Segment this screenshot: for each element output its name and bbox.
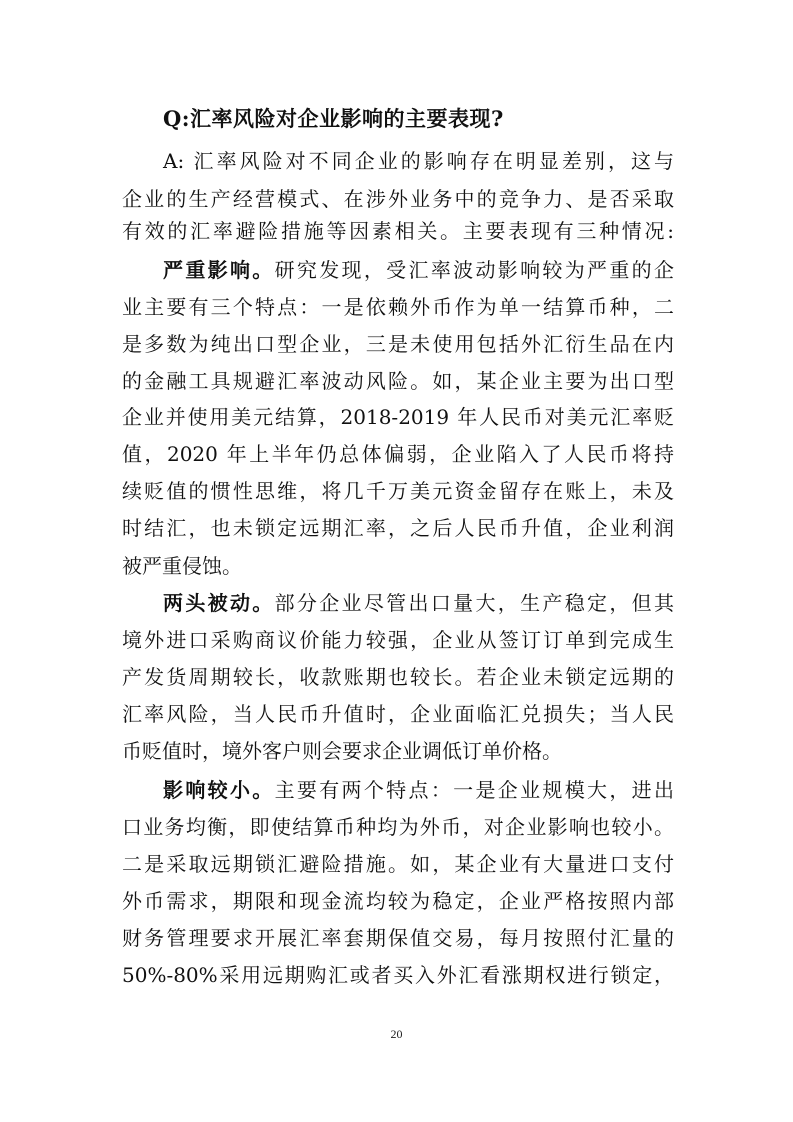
- question-heading: Q:汇率风险对企业影响的主要表现?: [163, 106, 504, 131]
- answer-line: A: 汇率风险对不同企业的影响存在明显差别，这与: [163, 149, 674, 173]
- paragraph-line: 的金融工具规避汇率波动风险。如，某企业主要为出口型: [122, 369, 674, 393]
- page-number: 20: [390, 1027, 403, 1041]
- paragraph-line: 时结汇，也未锁定远期汇率，之后人民币升值，企业利润: [122, 516, 674, 540]
- section-passive-lead: 两头被动。: [163, 591, 275, 615]
- paragraph-line: 财务管理要求开展汇率套期保值交易，每月按照付汇量的: [122, 926, 674, 950]
- paragraph-line: 境外进口采购商议价能力较强，企业从签订订单到完成生: [122, 628, 674, 652]
- answer-line: 企业的生产经营模式、在涉外业务中的竞争力、是否采取: [122, 187, 674, 211]
- paragraph-line: 汇率风险，当人民币升值时，企业面临汇兑损失；当人民: [122, 702, 674, 726]
- paragraph-line: 50%-80%采用远期购汇或者买入外汇看涨期权进行锁定，: [122, 963, 674, 987]
- paragraph-line: 产发货周期较长，收款账期也较长。若企业未锁定远期的: [122, 665, 674, 689]
- paragraph-line: 被严重侵蚀。: [122, 554, 242, 578]
- paragraph-line: 值，2020 年上半年仍总体偏弱，企业陷入了人民币将持: [122, 442, 674, 466]
- paragraph-line: 币贬值时，境外客户则会要求企业调低订单价格。: [122, 739, 562, 763]
- section-minor-lead: 影响较小。: [163, 778, 275, 802]
- paragraph-line: 口业务均衡，即使结算币种均为外币，对企业影响也较小。: [122, 815, 674, 839]
- section-passive-text: 部分企业尽管出口量大，生产稳定，但其: [274, 591, 675, 615]
- paragraph-line: 续贬值的惯性思维，将几千万美元资金留存在账上，未及: [122, 479, 674, 503]
- paragraph-line: 二是采取远期锁汇避险措施。如，某企业有大量进口支付: [122, 852, 674, 876]
- answer-line: 有效的汇率避险措施等因素相关。主要表现有三种情况:: [122, 219, 674, 243]
- paragraph-line: 外币需求，期限和现金流均较为稳定，企业严格按照内部: [122, 889, 674, 913]
- paragraph-line: 是多数为纯出口型企业，三是未使用包括外汇衍生品在内: [122, 332, 674, 356]
- section-severe-first-line: [163, 251, 674, 289]
- section-minor-first-line: [163, 771, 674, 809]
- section-severe-lead: 严重影响。: [163, 258, 275, 282]
- section-passive-first-line: [163, 584, 674, 622]
- paragraph-line: 业主要有三个特点：一是依赖外币作为单一结算币种，二: [122, 295, 674, 319]
- section-minor-text: 主要有两个特点：一是企业规模大，进出: [274, 778, 675, 802]
- paragraph-line: 企业并使用美元结算，2018-2019 年人民币对美元汇率贬: [122, 405, 674, 429]
- section-severe-text: 研究发现，受汇率波动影响较为严重的企: [274, 258, 675, 282]
